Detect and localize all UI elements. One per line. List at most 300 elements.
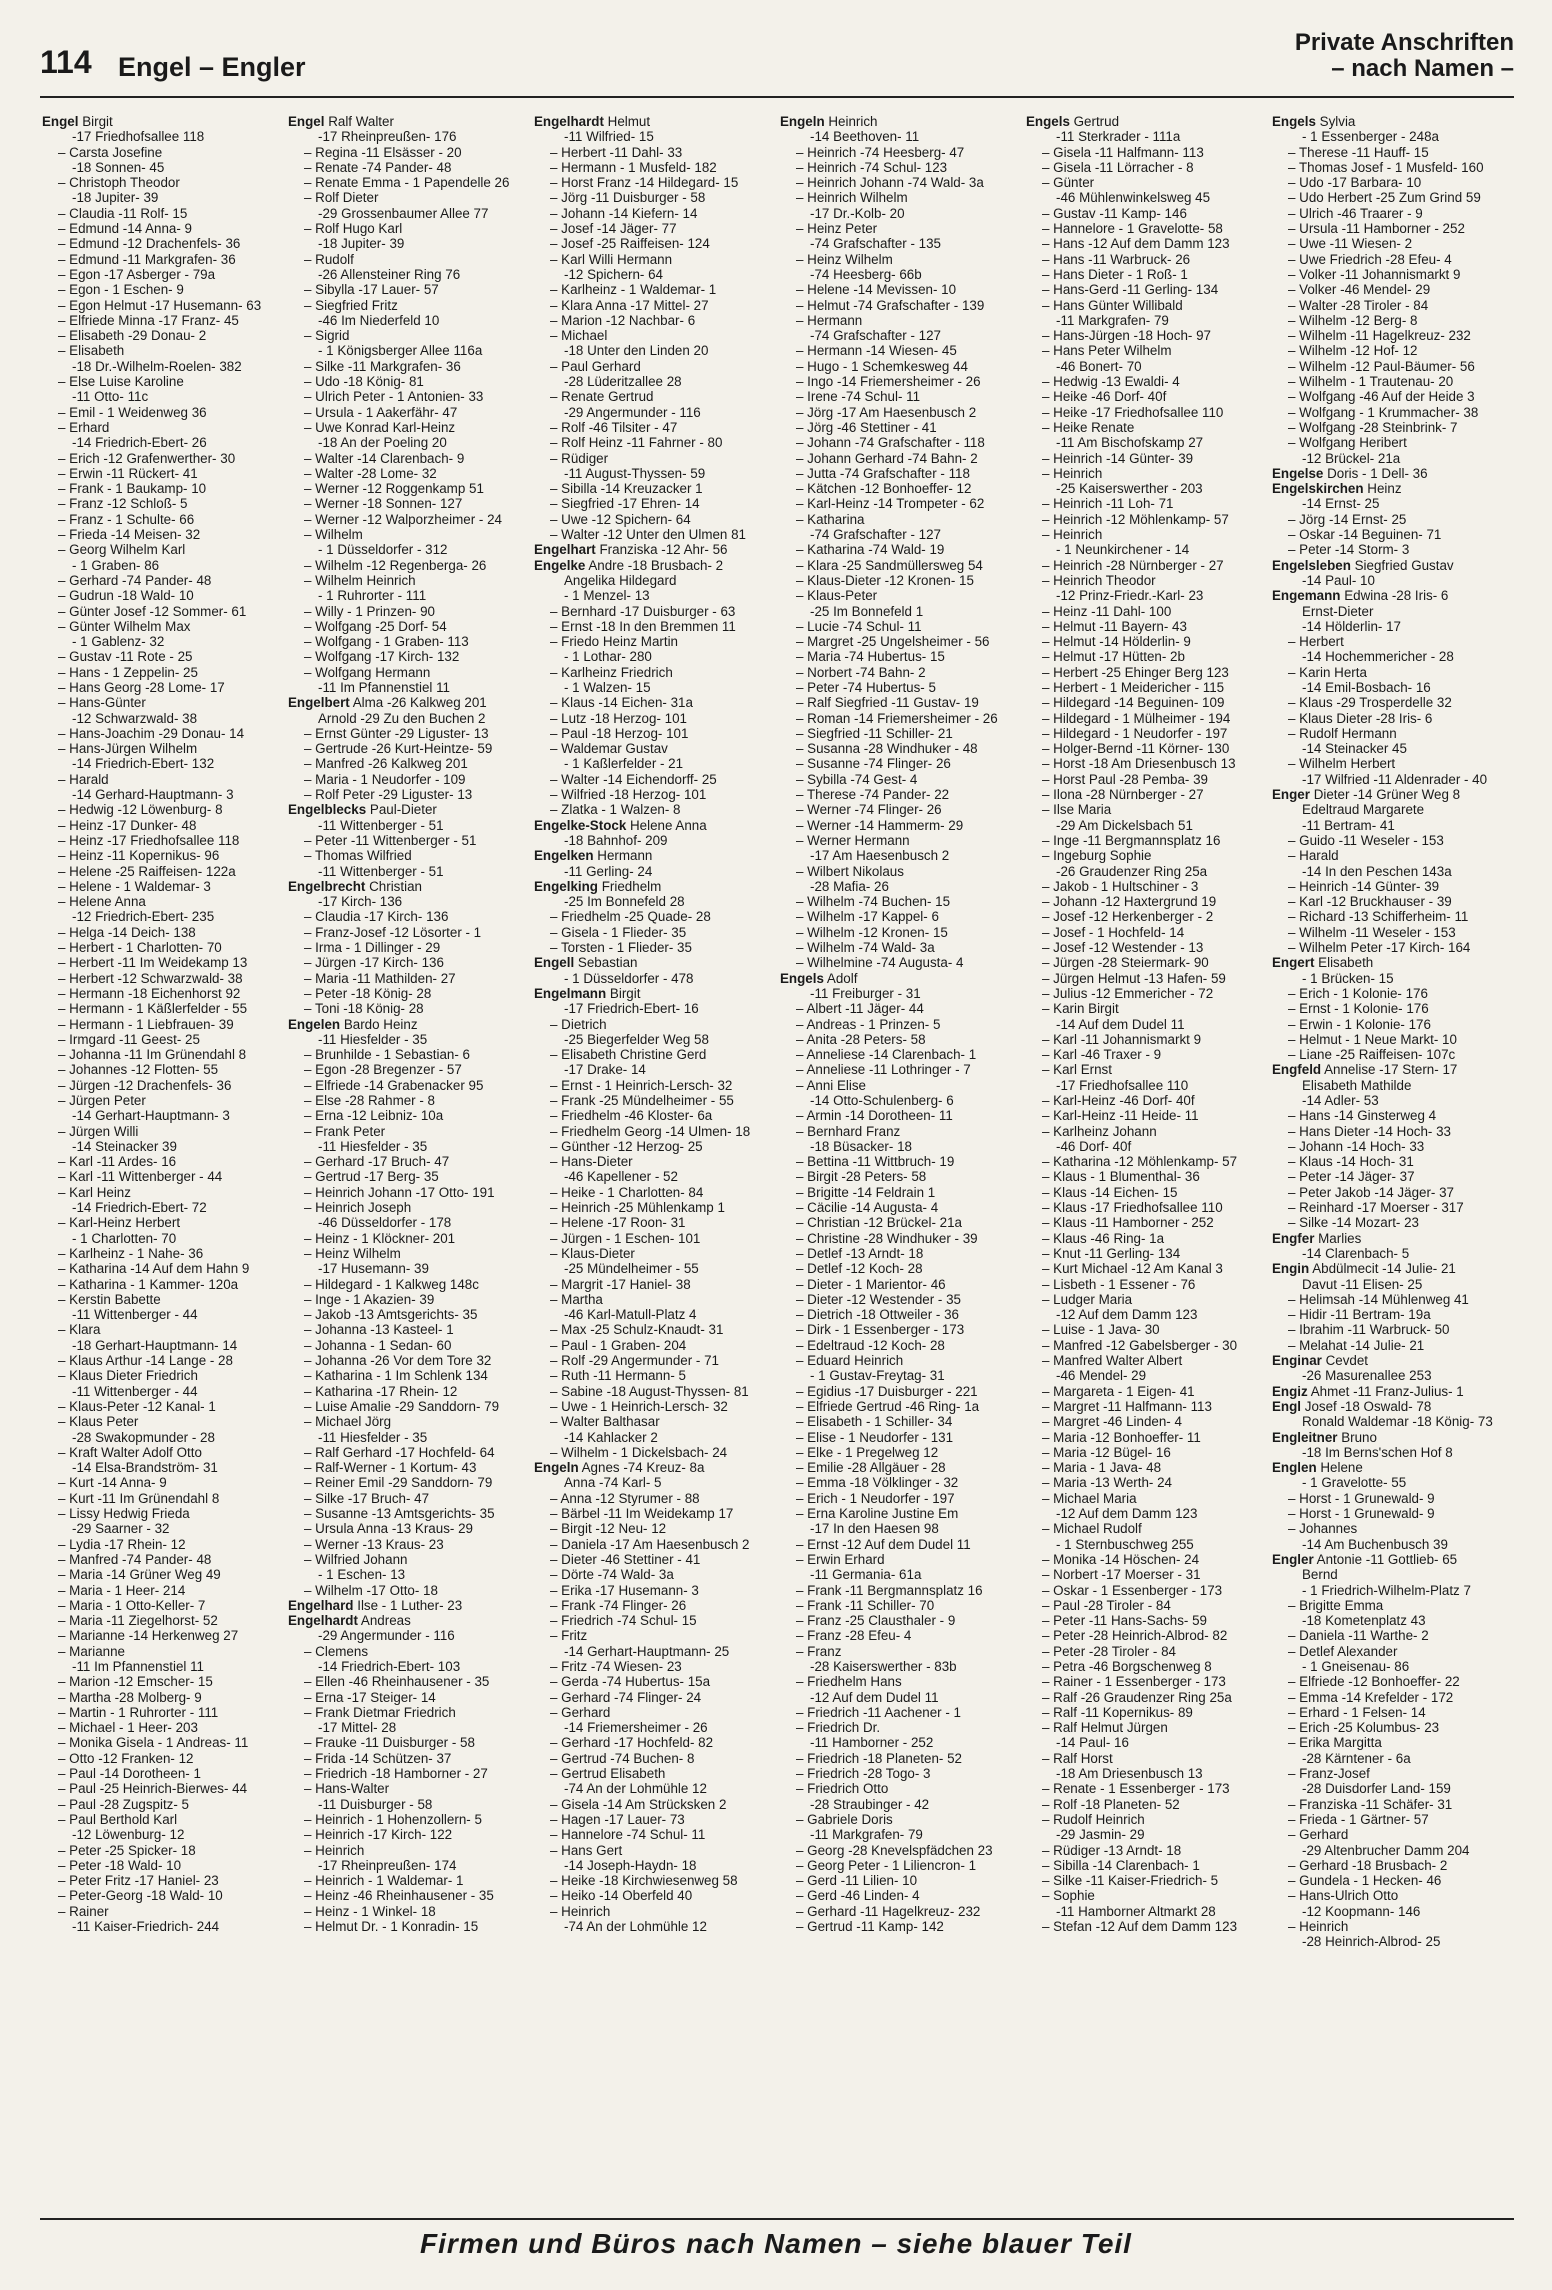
entry-line: -11 Im Pfannenstiel 11	[72, 1658, 204, 1674]
entry-line: – Heinrich -25 Mühlenkamp 1	[550, 1200, 776, 1215]
entry-line: – Erika -17 Husemann- 3	[550, 1583, 776, 1598]
entry-line: – Sibilla -14 Kreuzacker 1	[550, 481, 776, 496]
entry-line: – Kurt Michael -12 Am Kanal 3	[1042, 1261, 1268, 1276]
entry-line: – Heinrich -74 Schul- 123	[796, 160, 1022, 175]
entry-line: -11 Im Pfannenstiel 11	[318, 679, 450, 695]
entry-line: – Wilhelm -17 Kappel- 6	[796, 909, 1022, 924]
entry-line: - 1 Sternbuschweg 255	[1056, 1536, 1194, 1552]
entry-head	[534, 114, 776, 129]
entry-line: – Rainer	[58, 1904, 284, 1919]
entry-line: – Günther -12 Herzog- 25	[550, 1139, 776, 1154]
entry-line: – Frieda - 1 Gärtner- 57	[1288, 1812, 1514, 1827]
entry-line: – Rolf -29 Angermunder - 71	[550, 1353, 776, 1368]
entry-line: – Claudia -11 Rolf- 15	[58, 206, 284, 221]
entry-line: – Klaus -11 Hamborner - 252	[1042, 1215, 1268, 1230]
entry-line: – Dieter -12 Westender - 35	[796, 1292, 1022, 1307]
surname: Engelblecks	[288, 802, 367, 818]
entry-line: – Harald	[58, 772, 284, 787]
entry-line: -14 Kahlacker 2	[564, 1429, 658, 1445]
entry-line: -11 Hiesfelder - 35	[318, 1138, 428, 1154]
entry-line: – Bernhard Franz	[796, 1124, 1022, 1139]
entry-line: – Egon - 1 Eschen- 9	[58, 282, 284, 297]
entry-line: – Cäcilie -14 Augusta- 4	[796, 1200, 1022, 1215]
entry-line: – Helene -17 Roon- 31	[550, 1215, 776, 1230]
directory-entry	[1272, 1552, 1514, 1950]
entry-line: -14 Friedrich-Ebert- 26	[72, 435, 207, 451]
entry-line: – Heike -46 Dorf- 40f	[1042, 389, 1268, 404]
entry-line: – Hermann -14 Wiesen- 45	[796, 343, 1022, 358]
given-name: Paul-Dieter	[369, 802, 437, 818]
entry-line: – Jörg -17 Am Haesenbusch 2	[796, 405, 1022, 420]
entry-line: – Detlef -13 Arndt- 18	[796, 1246, 1022, 1261]
entry-line: -17 Rheinpreußen- 174	[318, 1857, 457, 1873]
entry-line: – Helene -14 Mevissen- 10	[796, 282, 1022, 297]
entry-line: – Johann -74 Grafschafter - 118	[796, 435, 1022, 450]
entry-line: – Maria - 1 Java- 48	[1042, 1460, 1268, 1475]
entry-line: – Wilhelm -74 Buchen- 15	[796, 894, 1022, 909]
entry-head	[1272, 466, 1514, 481]
entry-head	[534, 848, 776, 863]
entry-line: – Hans-Dieter	[550, 1154, 776, 1169]
entry-line: – Andreas - 1 Prinzen- 5	[796, 1017, 1022, 1032]
entry-line: -14 Gerhart-Hauptmann- 3	[72, 1108, 230, 1124]
entry-line: – Dieter -46 Stettiner - 41	[550, 1552, 776, 1567]
given-name: Helene Anna	[630, 817, 707, 833]
entry-line: – Udo Herbert -25 Zum Grind 59	[1288, 190, 1514, 205]
entry-line: – Bärbel -11 Im Weidekamp 17	[550, 1506, 776, 1521]
entry-head	[534, 818, 776, 833]
entry-line: – Frank - 1 Baukamp- 10	[58, 481, 284, 496]
entry-line: -14 Friedrich-Ebert- 72	[72, 1200, 207, 1216]
entry-line: – Heinrich -74 Heesberg- 47	[796, 145, 1022, 160]
entry-line: – Margret -11 Halfmann- 113	[1042, 1399, 1268, 1414]
entry-line: -28 Mafia- 26	[810, 878, 889, 894]
entry-line: – Franz -28 Efeu- 4	[796, 1628, 1022, 1643]
directory-entry	[1272, 588, 1514, 787]
directory-entry	[288, 879, 530, 1017]
entry-line: – Jürgen Peter	[58, 1093, 284, 1108]
entry-line: -17 Rheinpreußen- 176	[318, 129, 457, 145]
entry-line: – Elfriede Minna -17 Franz- 45	[58, 313, 284, 328]
directory-entry	[1272, 1460, 1514, 1552]
entry-line: -17 Am Haesenbusch 2	[810, 848, 950, 864]
entry-line: – Gabriele Doris	[796, 1812, 1022, 1827]
entry-line: – Heinrich -28 Nürnberger - 27	[1042, 558, 1268, 573]
entry-line: – Frank Dietmar Friedrich	[304, 1705, 530, 1720]
entry-line: – Gertrud -74 Buchen- 8	[550, 1751, 776, 1766]
entry-line: – Katharina - 1 Im Schlenk 134	[304, 1368, 530, 1383]
entry-line: – Ulrich -46 Traarer - 9	[1288, 206, 1514, 221]
entry-line: – Hermann - 1 Käßlerfelder - 55	[58, 1001, 284, 1016]
entry-line: – Sigrid	[304, 328, 530, 343]
given-name: Heinz	[1367, 481, 1402, 497]
entry-line: – Paul Gerhard	[550, 359, 776, 374]
entry-line: - 1 Eschen- 13	[318, 1567, 406, 1583]
surname: Engels	[1272, 114, 1316, 129]
entry-line: -14 Hochemmericher - 28	[1302, 649, 1454, 665]
entry-line: -11 Wittenberger - 51	[318, 817, 444, 833]
entry-line: – Julius -12 Emmericher - 72	[1042, 986, 1268, 1001]
entry-line: – Edmund -14 Anna- 9	[58, 221, 284, 236]
directory-column	[780, 114, 1022, 2204]
entry-line: – Torsten - 1 Flieder- 35	[550, 940, 776, 955]
entry-line: – Frank -11 Schiller- 70	[796, 1598, 1022, 1613]
entry-line: – Margret -46 Linden- 4	[1042, 1414, 1268, 1429]
entry-line: -14 Hölderlin- 17	[1302, 618, 1401, 634]
entry-line: – Elisabeth Christine Gerd	[550, 1047, 776, 1062]
entry-line: – Karin Herta	[1288, 665, 1514, 680]
entry-line: – Klaus -17 Friedhofsallee 110	[1042, 1200, 1268, 1215]
entry-line: – Manfred -26 Kalkweg 201	[304, 756, 530, 771]
surname: Engleitner	[1272, 1429, 1338, 1445]
entry-line: – Karl -11 Wittenberger - 44	[58, 1169, 284, 1184]
directory-entry	[534, 848, 776, 879]
entry-line: -11 Am Bischofskamp 27	[1056, 435, 1204, 451]
entry-line: – Karlheinz - 1 Nahe- 36	[58, 1246, 284, 1261]
entry-line: – Gerd -11 Lilien- 10	[796, 1873, 1022, 1888]
entry-line: – Jakob - 1 Hultschiner - 3	[1042, 879, 1268, 894]
entry-line: – Wilhelm -12 Hof- 12	[1288, 343, 1514, 358]
entry-line: – Hans-Walter	[304, 1781, 530, 1796]
given-name: Antonie -11 Gottlieb- 65	[1316, 1551, 1458, 1567]
entry-line: - 1 Düsseldorfer - 478	[564, 970, 694, 986]
directory-entry	[1272, 466, 1514, 481]
entry-line: – Brigitte -14 Feldrain 1	[796, 1185, 1022, 1200]
entry-line: – Lucie -74 Schul- 11	[796, 619, 1022, 634]
entry-line: – Heinrich Johann -74 Wald- 3a	[796, 175, 1022, 190]
entry-line: -17 Friedhofsallee 118	[72, 129, 205, 145]
entry-line: – Gerhard -17 Bruch- 47	[304, 1154, 530, 1169]
entry-line: – Wilfried Johann	[304, 1552, 530, 1567]
entry-line: – Herbert - 1 Charlotten- 70	[58, 940, 284, 955]
entry-line: – Johann Gerhard -74 Bahn- 2	[796, 451, 1022, 466]
entry-line: – Rolf Dieter	[304, 190, 530, 205]
entry-line: – Rainer - 1 Essenberger - 173	[1042, 1674, 1268, 1689]
entry-line: -28 Swakopmunder - 28	[72, 1429, 215, 1445]
surname: Engl	[1272, 1398, 1302, 1414]
entry-line: – Paul -28 Zugspitz- 5	[58, 1797, 284, 1812]
entry-line: – Katharina -14 Auf dem Hahn 9	[58, 1261, 284, 1276]
entry-line: – Michael Maria	[1042, 1491, 1268, 1506]
entry-line: – Hans Günter Willibald	[1042, 298, 1268, 313]
entry-line: – Peter -14 Storm- 3	[1288, 542, 1514, 557]
entry-line: – Herbert -12 Schwarzwald- 38	[58, 971, 284, 986]
entry-line: -14 Am Buchenbusch 39	[1302, 1536, 1448, 1552]
entry-line: – Edeltraud -12 Koch- 28	[796, 1338, 1022, 1353]
entry-line: – Gertrud -17 Berg- 35	[304, 1169, 530, 1184]
entry-line: – Heinz Wilhelm	[304, 1246, 530, 1261]
entry-line: -14 Paul- 16	[1056, 1735, 1129, 1751]
entry-head	[534, 558, 776, 573]
directory-entry	[534, 879, 776, 955]
entry-line: – Walter Balthasar	[550, 1414, 776, 1429]
entry-line: -46 Karl-Matull-Platz 4	[564, 1307, 697, 1323]
entry-line: Anna -74 Karl- 5	[564, 1475, 662, 1491]
entry-line: -11 Hamborner - 252	[810, 1735, 934, 1751]
given-name: Andreas	[360, 1613, 411, 1629]
entry-line: – Friedrich Otto	[796, 1781, 1022, 1796]
entry-line: – Elise - 1 Neudorfer - 131	[796, 1430, 1022, 1445]
entry-line: -12 Friedrich-Ebert- 235	[72, 909, 215, 925]
entry-line: – Anneliese -11 Lothringer - 7	[796, 1062, 1022, 1077]
entry-line: -11 Otto- 11c	[72, 389, 149, 405]
entry-line: -28 Straubinger - 42	[810, 1796, 930, 1812]
entry-line: – Hermann	[796, 313, 1022, 328]
entry-line: – Susanna -28 Windhuker - 48	[796, 741, 1022, 756]
given-name: Bruno	[1341, 1429, 1377, 1445]
directory-entry	[534, 542, 776, 557]
entry-line: -29 Am Dickelsbach 51	[1056, 817, 1193, 833]
entry-line: -29 Grossenbaumer Allee 77	[318, 205, 489, 221]
entry-line: – Monika -14 Höschen- 24	[1042, 1552, 1268, 1567]
given-name: Ilse - 1 Luther- 23	[357, 1597, 463, 1613]
entry-line: – Norbert -74 Bahn- 2	[796, 665, 1022, 680]
entry-line: – Hannelore -74 Schul- 11	[550, 1827, 776, 1842]
entry-line: – Gerhard	[550, 1705, 776, 1720]
entry-line: – Werner -14 Hammerm- 29	[796, 818, 1022, 833]
entry-line: – Jürgen -12 Drachenfels- 36	[58, 1078, 284, 1093]
entry-line: – Klaus -46 Ring- 1a	[1042, 1231, 1268, 1246]
entry-line: – Karlheinz - 1 Waldemar- 1	[550, 282, 776, 297]
entry-line: – Monika Gisela - 1 Andreas- 11	[58, 1735, 284, 1750]
entry-line: -12 Koopmann- 146	[1302, 1903, 1421, 1919]
entry-line: – Ralf -11 Kopernikus- 89	[1042, 1705, 1268, 1720]
entry-line: – Gerhard -74 Flinger- 24	[550, 1690, 776, 1705]
entry-line: – Irene -74 Schul- 11	[796, 389, 1022, 404]
entry-line: – Ingo -14 Friemersheimer - 26	[796, 374, 1022, 389]
entry-line: -14 Gerhart-Hauptmann- 25	[564, 1643, 730, 1659]
entry-line: -17 Friedrich-Ebert- 16	[564, 1001, 699, 1017]
entry-line: – Uwe -11 Wiesen- 2	[1288, 236, 1514, 251]
entry-line: -17 Friedhofsallee 110	[1056, 1077, 1189, 1093]
entry-line: – Friedrich -18 Hamborner - 27	[304, 1766, 530, 1781]
entry-line: – Fritz -74 Wiesen- 23	[550, 1659, 776, 1674]
entry-line: -46 Dorf- 40f	[1056, 1138, 1132, 1154]
entry-line: – Franz -25 Clausthaler - 9	[796, 1613, 1022, 1628]
entry-line: – Egon -28 Bregenzer - 57	[304, 1062, 530, 1077]
entry-line: -28 Lüderitzallee 28	[564, 374, 682, 390]
entry-line: – Hans Gert	[550, 1843, 776, 1858]
surname: Engelhardt	[288, 1613, 358, 1629]
entry-line: – Walter -14 Clarenbach- 9	[304, 451, 530, 466]
entry-line: – Herbert	[1288, 634, 1514, 649]
directory-entry	[1272, 558, 1514, 589]
entry-line: – Daniela -17 Am Haesenbusch 2	[550, 1537, 776, 1552]
entry-line: – Johann -14 Kiefern- 14	[550, 206, 776, 221]
surname: Engel	[288, 114, 325, 129]
entry-line: – Renate - 1 Essenberger - 173	[1042, 1781, 1268, 1796]
surname: Engiz	[1272, 1383, 1308, 1399]
entry-line: – Knut -11 Gerling- 134	[1042, 1246, 1268, 1261]
entry-line: – Renate Emma - 1 Papendelle 26	[304, 175, 530, 190]
entry-line: -14 Elsa-Brandström- 31	[72, 1460, 218, 1476]
entry-line: – Peter -28 Tiroler - 84	[1042, 1644, 1268, 1659]
entry-line: Davut -11 Elisen- 25	[1302, 1276, 1423, 1292]
entry-line: – Michael Jörg	[304, 1414, 530, 1429]
entry-line: – Karl Ernst	[1042, 1062, 1268, 1077]
entry-line: – Frauke -11 Duisburger - 58	[304, 1735, 530, 1750]
given-name: Friedhelm	[601, 878, 662, 894]
entry-line: – Rolf Heinz -11 Fahrner - 80	[550, 435, 776, 450]
entry-line: -29 Saarner - 32	[72, 1521, 170, 1537]
entry-line: – Heiko -14 Oberfeld 40	[550, 1888, 776, 1903]
entry-line: – Josef - 1 Hochfeld- 14	[1042, 925, 1268, 940]
directory-entry	[1272, 1062, 1514, 1230]
entry-head	[780, 114, 1022, 129]
entry-line: – Horst Franz -14 Hildegard- 15	[550, 175, 776, 190]
entry-line: – Anneliese -14 Clarenbach- 1	[796, 1047, 1022, 1062]
entry-line: – Hildegard - 1 Kalkweg 148c	[304, 1277, 530, 1292]
entry-line: – Kätchen -12 Bonhoeffer- 12	[796, 481, 1022, 496]
entry-line: – Petra -46 Borgschenweg 8	[1042, 1659, 1268, 1674]
entry-line: – Herbert - 1 Meidericher - 115	[1042, 680, 1268, 695]
entry-line: – Wilhelm -17 Otto- 18	[304, 1583, 530, 1598]
entry-line: -11 Markgrafen- 79	[1056, 312, 1169, 328]
entry-line: – Gerhard -11 Hagelkreuz- 232	[796, 1904, 1022, 1919]
entry-line: – Hans-Jürgen -18 Hoch- 97	[1042, 328, 1268, 343]
entry-line: – Heinrich	[550, 1904, 776, 1919]
entry-line: -14 Friedrich-Ebert- 132	[72, 756, 215, 772]
entry-line: - 1 Lothar- 280	[564, 649, 652, 665]
entry-line: – Franz-Josef -12 Lösorter - 1	[304, 925, 530, 940]
entry-head	[288, 1017, 530, 1032]
entry-line: – Renate -74 Pander- 48	[304, 160, 530, 175]
entry-line: – Ursula - 1 Aakerfähr- 47	[304, 405, 530, 420]
entry-line: – Karl-Heinz Herbert	[58, 1215, 284, 1230]
directory-column	[288, 114, 530, 2204]
entry-line: – Gerd -46 Linden- 4	[796, 1888, 1022, 1903]
entry-line: – Clemens	[304, 1644, 530, 1659]
entry-line: – Jürgen Helmut -13 Hafen- 59	[1042, 971, 1268, 986]
entry-line: – Jörg -14 Ernst- 25	[1288, 512, 1514, 527]
entry-line: – Manfred -74 Pander- 48	[58, 1552, 284, 1567]
entry-line: - 1 Neunkirchener - 14	[1056, 542, 1190, 558]
header-divider	[40, 96, 1514, 98]
entry-line: – Wilhelm Peter -17 Kirch- 164	[1288, 940, 1514, 955]
entry-line: – Heinz -11 Kopernikus- 96	[58, 848, 284, 863]
entry-line: – Johann -14 Hoch- 33	[1288, 1139, 1514, 1154]
entry-line: – Erwin -11 Rückert- 41	[58, 466, 284, 481]
entry-line: – Margareta - 1 Eigen- 41	[1042, 1384, 1268, 1399]
surname: Engfer	[1272, 1230, 1315, 1246]
entry-line: -14 Auf dem Dudel 11	[1056, 1016, 1185, 1032]
entry-line: – Klaus -29 Trosperdelle 32	[1288, 695, 1514, 710]
entry-line: – Frank -74 Flinger- 26	[550, 1598, 776, 1613]
entry-line: – Liane -25 Raiffeisen- 107c	[1288, 1047, 1514, 1062]
entry-head	[534, 1460, 776, 1475]
entry-line: – Kurt -11 Im Grünendahl 8	[58, 1491, 284, 1506]
entry-line: – Frank -25 Mündelheimer - 55	[550, 1093, 776, 1108]
entry-line: – Karl -11 Johannismarkt 9	[1042, 1032, 1268, 1047]
entry-line: – Johanna -13 Kasteel- 1	[304, 1322, 530, 1337]
directory-entry	[1272, 1430, 1514, 1461]
entry-line: – Heinrich -17 Kirch- 122	[304, 1827, 530, 1842]
entry-line: – Rüdiger -13 Arndt- 18	[1042, 1843, 1268, 1858]
entry-line: – Wilfried -18 Herzog- 101	[550, 787, 776, 802]
entry-line: – Friedrich -28 Togo- 3	[796, 1766, 1022, 1781]
entry-line: – Georg Wilhelm Karl	[58, 542, 284, 557]
entry-line: – Zlatka - 1 Walzen- 8	[550, 802, 776, 817]
entry-line: Ernst-Dieter	[1302, 603, 1374, 619]
entry-line: – Emma -14 Krefelder - 172	[1288, 1690, 1514, 1705]
entry-line: – Hugo - 1 Schemkesweg 44	[796, 359, 1022, 374]
surname: Engelhart	[534, 542, 596, 558]
entry-line: – Heinz - 1 Klöckner- 201	[304, 1231, 530, 1246]
given-name: Annelise -17 Stern- 17	[1324, 1062, 1458, 1078]
entry-line: – Emma -18 Völklinger - 32	[796, 1475, 1022, 1490]
given-name: Doris - 1 Dell- 36	[1327, 465, 1428, 481]
entry-line: -12 Löwenburg- 12	[72, 1827, 185, 1843]
entry-line: – Renate Gertrud	[550, 389, 776, 404]
entry-line: – Fritz	[550, 1628, 776, 1643]
entry-line: – Karl Heinz	[58, 1185, 284, 1200]
entry-line: – Thomas Wilfried	[304, 848, 530, 863]
surname: Engels	[780, 970, 824, 986]
entry-line: – Ernst Günter -29 Liguster- 13	[304, 726, 530, 741]
entry-line: – Ingeburg Sophie	[1042, 848, 1268, 863]
entry-line: – Inge -11 Bergmannsplatz 16	[1042, 833, 1268, 848]
given-name: Heinrich	[828, 114, 878, 129]
entry-line: – Wolfgang -28 Steinbrink- 7	[1288, 420, 1514, 435]
entry-line: -46 Im Niederfeld 10	[318, 312, 440, 328]
entry-line: -18 Sonnen- 45	[72, 159, 165, 175]
entry-line: -14 Steinacker 45	[1302, 741, 1407, 757]
entry-line: – Toni -18 König- 28	[304, 1001, 530, 1016]
entry-line: – Walter -14 Eichendorff- 25	[550, 772, 776, 787]
entry-line: -11 Sterkrader - 111a	[1056, 129, 1181, 145]
entry-line: – Rudolf Hermann	[1288, 726, 1514, 741]
entry-line: -11 Kaiser-Friedrich- 244	[72, 1919, 220, 1935]
entry-line: – Hildegard - 1 Mülheimer - 194	[1042, 711, 1268, 726]
entry-line: – Friedrich -18 Planeten- 52	[796, 1751, 1022, 1766]
entry-head	[1272, 1460, 1514, 1475]
given-name: Cevdet	[1325, 1353, 1369, 1369]
surname: Enger	[1272, 787, 1310, 803]
entry-line: – Uwe Friedrich -28 Efeu- 4	[1288, 252, 1514, 267]
entry-line: – Elisabeth	[58, 343, 284, 358]
entry-line: – Wilhelm -11 Hagelkreuz- 232	[1288, 328, 1514, 343]
page-title: Engel – Engler	[118, 52, 306, 82]
entry-line: – Heinrich	[1288, 1919, 1514, 1934]
surname: Engelmann	[534, 985, 607, 1001]
entry-line: – Ilona -28 Nürnberger - 27	[1042, 787, 1268, 802]
entry-line: -25 Im Bonnefeld 28	[564, 894, 685, 910]
entry-head	[1272, 1552, 1514, 1567]
entry-line: – Karl -11 Ardes- 16	[58, 1154, 284, 1169]
entry-line: - 1 Kaßlerfelder - 21	[564, 756, 684, 772]
entry-line: – Luise - 1 Java- 30	[1042, 1322, 1268, 1337]
entry-line: – Udo -18 König- 81	[304, 374, 530, 389]
entry-line: – Lisbeth - 1 Essener - 76	[1042, 1277, 1268, 1292]
entry-head	[288, 879, 530, 894]
entry-head	[1026, 114, 1268, 129]
entry-line: – Elfriede -14 Grabenacker 95	[304, 1078, 530, 1093]
entry-line: – Hidir -11 Bertram- 19a	[1288, 1307, 1514, 1322]
directory-entry	[288, 1017, 530, 1598]
entry-line: – Heinrich - 1 Waldemar- 1	[304, 1873, 530, 1888]
entry-line: Angelika Hildegard	[564, 572, 677, 588]
entry-line: -12 Auf dem Damm 123	[1056, 1506, 1198, 1522]
surname: Englen	[1272, 1460, 1317, 1476]
entry-line: – Georg -28 Knevelspfädchen 23	[796, 1843, 1022, 1858]
entry-line: – Hans-Gerd -11 Gerling- 134	[1042, 282, 1268, 297]
entry-line: – Helene Anna	[58, 894, 284, 909]
entry-line: – Thomas Josef - 1 Musfeld- 160	[1288, 160, 1514, 175]
section-heading	[1295, 30, 1514, 82]
entry-line: – Maria - 1 Neudorfer - 109	[304, 772, 530, 787]
entry-line: – Lutz -18 Herzog- 101	[550, 711, 776, 726]
entry-line: – Helmut -14 Hölderlin- 9	[1042, 634, 1268, 649]
